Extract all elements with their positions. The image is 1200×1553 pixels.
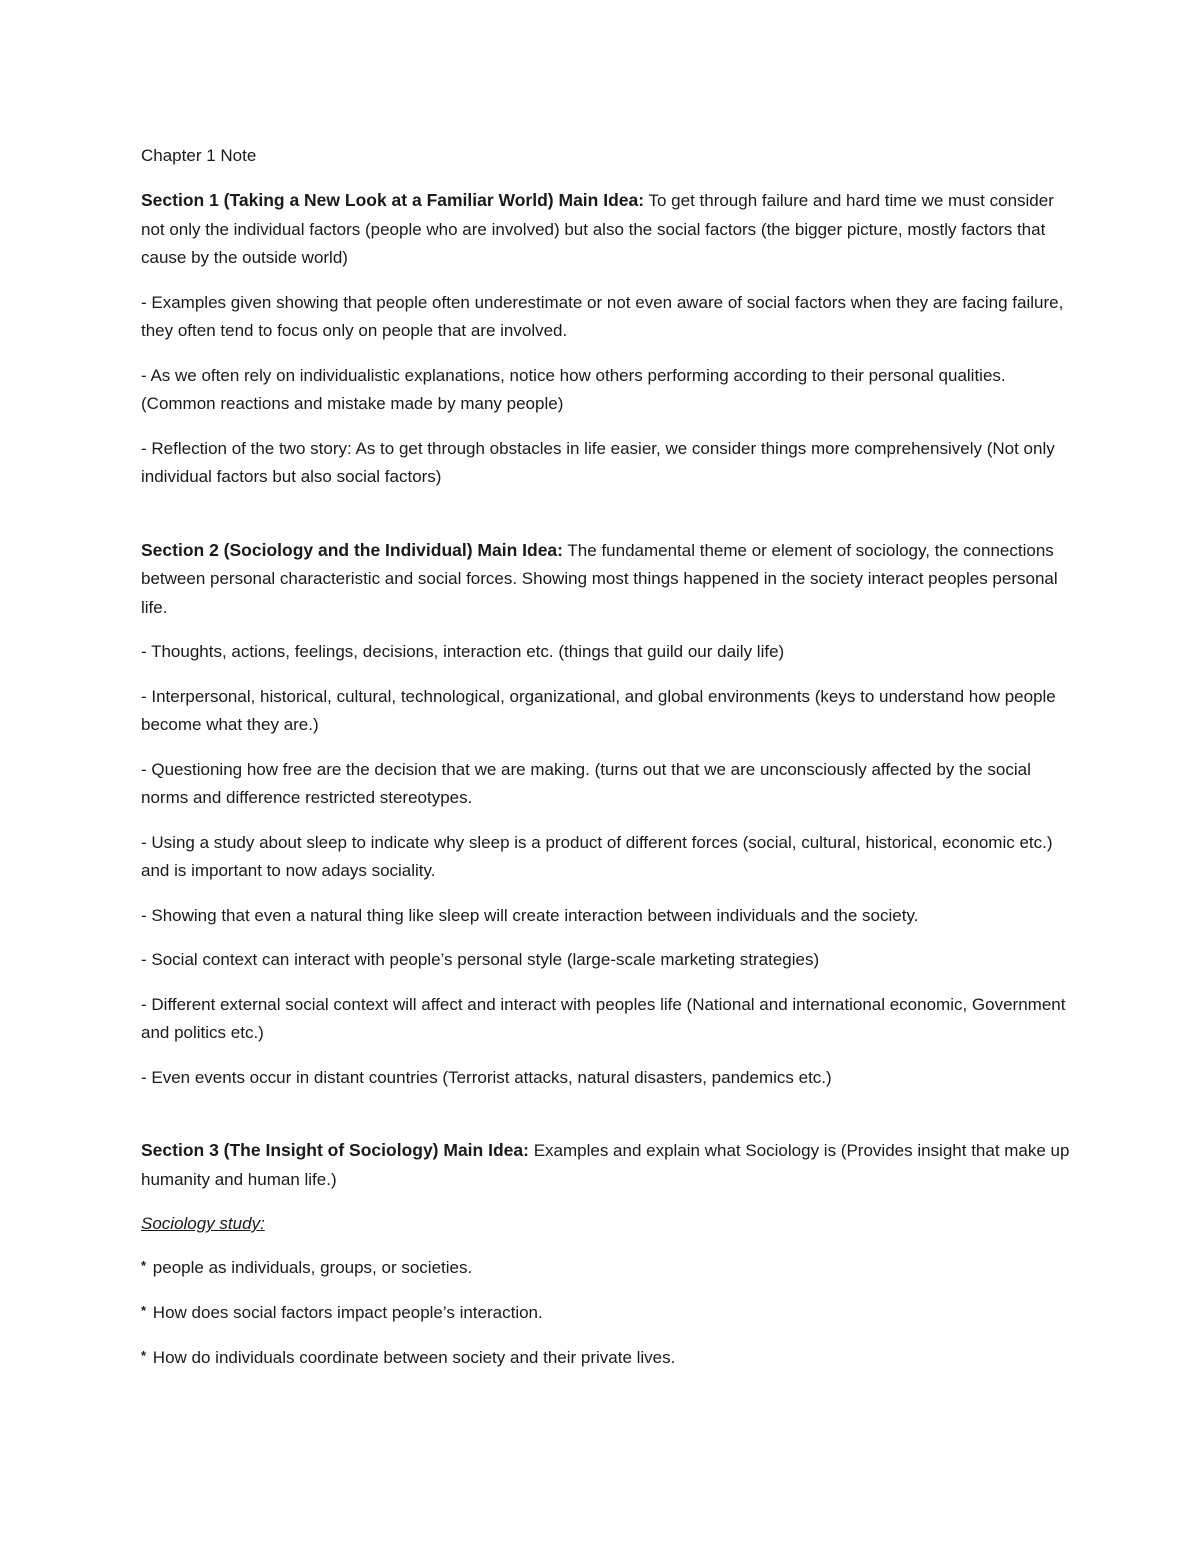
section-2-intro: The fundamental theme or element of sociology, the connections between personal characteristic and social forces. Showing most things happened in the society interact peoples personal life.	[141, 540, 1058, 617]
list-item-text: How does social factors impact people’s interaction.	[152, 1303, 543, 1322]
bullet-icon: *	[141, 1258, 147, 1273]
section-1	[141, 186, 1071, 492]
section-1-point: - As we often rely on individualistic explanations, notice how others performing according to their personal qualities. (Common reactions and mistake made by many people)	[141, 365, 1006, 413]
section-1-heading: Section 1 (Taking a New Look at a Familiar World) Main Idea:	[141, 190, 645, 210]
list-item-text: people as individuals, groups, or societies.	[152, 1258, 473, 1277]
list-item	[141, 1254, 1071, 1283]
section-3	[141, 1136, 1071, 1373]
section-2	[141, 536, 1071, 1093]
section-1-point: - Examples given showing that people often underestimate or not even aware of social factors when they are facing failure, they often tend to focus only on people that are involved.	[141, 292, 1064, 340]
document-title: Chapter 1 Note	[141, 146, 257, 165]
section-1-intro: To get through failure and hard time we must consider not only the individual factors (people who are involved) but also the social factors (the bigger picture, mostly factors that cause by the outside world)	[141, 191, 1054, 267]
bullet-icon: *	[141, 1348, 147, 1363]
section-2-point: - Even events occur in distant countries (Terrorist attacks, natural disasters, pandemics etc.)	[141, 1067, 832, 1087]
document-page	[141, 142, 1071, 1389]
section-1-main-idea	[141, 186, 1071, 273]
section-2-point: - Different external social context will affect and interact with peoples life (National and international economic, Government and politics etc.)	[141, 994, 1066, 1042]
section-2-point: - Using a study about sleep to indicate why sleep is a product of different forces (social, cultural, historical, economic etc.) and is important to now adays sociality.	[141, 832, 1053, 880]
section-2-heading: Section 2 (Sociology and the Individual) Main Idea:	[141, 539, 563, 560]
list-item	[141, 1344, 1071, 1373]
bullet-icon: *	[141, 1303, 147, 1318]
list-item	[141, 1299, 1071, 1328]
section-2-point: - Thoughts, actions, feelings, decisions, interaction etc. (things that guild our daily life)	[141, 642, 785, 661]
section-2-point: - Social context can interact with people’s personal style (large-scale marketing strategies)	[141, 950, 820, 969]
section-2-point: - Showing that even a natural thing like sleep will create interaction between individuals and the society.	[141, 905, 919, 925]
section-3-main-idea	[141, 1136, 1071, 1194]
section-2-main-idea	[141, 536, 1071, 623]
section-3-heading: Section 3 (The Insight of Sociology) Main Idea:	[141, 1140, 529, 1160]
section-1-point: - Reflection of the two story: As to get through obstacles in life easier, we consider things more comprehensively (Not only individual factors but also social factors)	[141, 438, 1055, 486]
list-item-text: How do individuals coordinate between society and their private lives.	[152, 1348, 676, 1367]
section-2-point: - Interpersonal, historical, cultural, technological, organizational, and global environments (keys to understand how people become what they are.)	[141, 686, 1056, 734]
section-3-intro: Examples and explain what Sociology is (Provides insight that make up humanity and human life.)	[141, 1141, 1070, 1189]
sociology-study-subheading: Sociology study:	[141, 1214, 265, 1233]
section-2-point: - Questioning how free are the decision that we are making. (turns out that we are unconsciously affected by the social norms and difference restricted stereotypes.	[141, 759, 1031, 807]
